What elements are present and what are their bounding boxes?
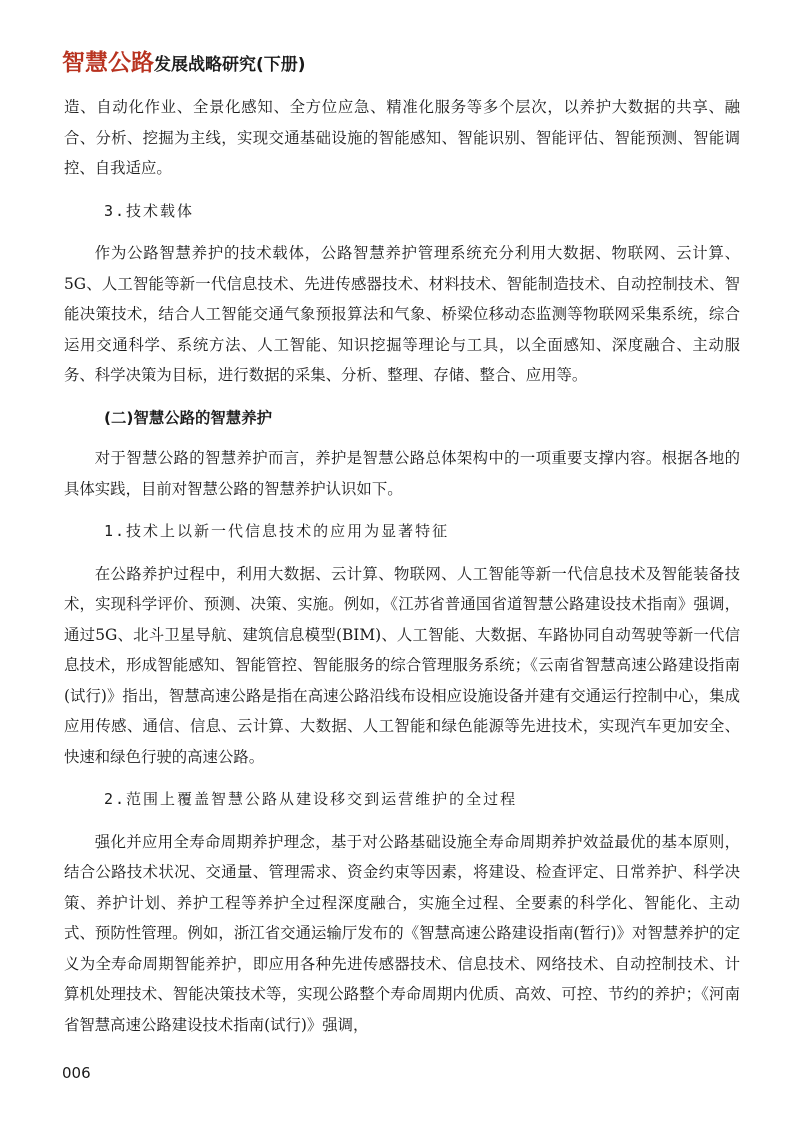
- paragraph-technical-carrier: 作为公路智慧养护的技术载体，公路智慧养护管理系统充分利用大数据、物联网、云计算、5G、人工智能等新一代信息技术、先进传感器技术、材料技术、智能制造技术、自动控制技术、智能决策技术，结合人工智能交通气象预报算法和气象、桥梁位移动态监测等物联网采集系统，综合运用交通科学、系统方法、人工智能、知识挖掘等理论与工具，以全面感知、深度融合、主动服务、科学决策为目标，进行数据的采集、分析、整理、存储、整合、应用等。: [64, 244, 740, 384]
- paragraph-maintenance-intro: 对于智慧公路的智慧养护而言，养护是智慧公路总体架构中的一项重要支撑内容。根据各地的具体实践，目前对智慧公路的智慧养护认识如下。: [64, 449, 740, 498]
- paragraph-continuation: 造、自动化作业、全景化感知、全方位应急、精准化服务等多个层次，以养护大数据的共享、融合、分析、挖掘为主线，实现交通基础设施的智能感知、智能识别、智能评估、智能预测、智能调控、自我适应。: [64, 98, 740, 177]
- book-title: 智慧公路: [62, 50, 154, 76]
- book-subtitle: 发展战略研究(下册): [154, 55, 306, 75]
- heading-technical-carrier: 3.技术载体: [104, 201, 195, 220]
- heading-tech-feature: 1.技术上以新一代信息技术的应用为显著特征: [104, 522, 450, 540]
- running-head: [62, 44, 306, 77]
- paragraph-scope: 强化并应用全寿命周期养护理念，基于对公路基础设施全寿命周期养护效益最优的基本原则，结合公路技术状况、交通量、管理需求、资金约束等因素，将建设、检查评定、日常养护、科学决策、养护计划、养护工程等养护全过程深度融合，实施全过程、全要素的科学化、智能化、主动式、预防性管理。例如，浙江省交通运输厅发布的《智慧高速公路建设指南(暂行)》对智慧养护的定义为全寿命周期智能养护，即应用各种先进传感器技术、信息技术、网络技术、自动控制技术、计算机处理技术、智能决策技术等，实现公路整个寿命周期内优质、高效、可控、节约的养护；《河南省智慧高速公路建设技术指南(试行)》强调，: [64, 832, 740, 1034]
- paragraph-tech-feature: 在公路养护过程中，利用大数据、云计算、物联网、人工智能等新一代信息技术及智能装备技术，实现科学评价、预测、决策、实施。例如，《江苏省普通国省道智慧公路建设技术指南》强调，通过5G、北斗卫星导航、建筑信息模型(BIM)、人工智能、大数据、车路协同自动驾驶等新一代信息技术，形成智能感知、智能管控、智能服务的综合管理服务系统；《云南省智慧高速公路建设指南(试行)》指出，智慧高速公路是指在高速公路沿线布设相应设施设备并建有交通运行控制中心，集成应用传感、通信、信息、云计算、大数据、人工智能和绿色能源等先进技术，实现汽车更加安全、快速和绿色行驶的高速公路。: [64, 564, 740, 766]
- heading-scope: 2.范围上覆盖智慧公路从建设移交到运营维护的全过程: [104, 790, 518, 808]
- page-body: [64, 92, 740, 1040]
- section-heading-smart-maintenance: (二)智慧公路的智慧养护: [104, 408, 272, 427]
- page-number: 006: [62, 1064, 91, 1082]
